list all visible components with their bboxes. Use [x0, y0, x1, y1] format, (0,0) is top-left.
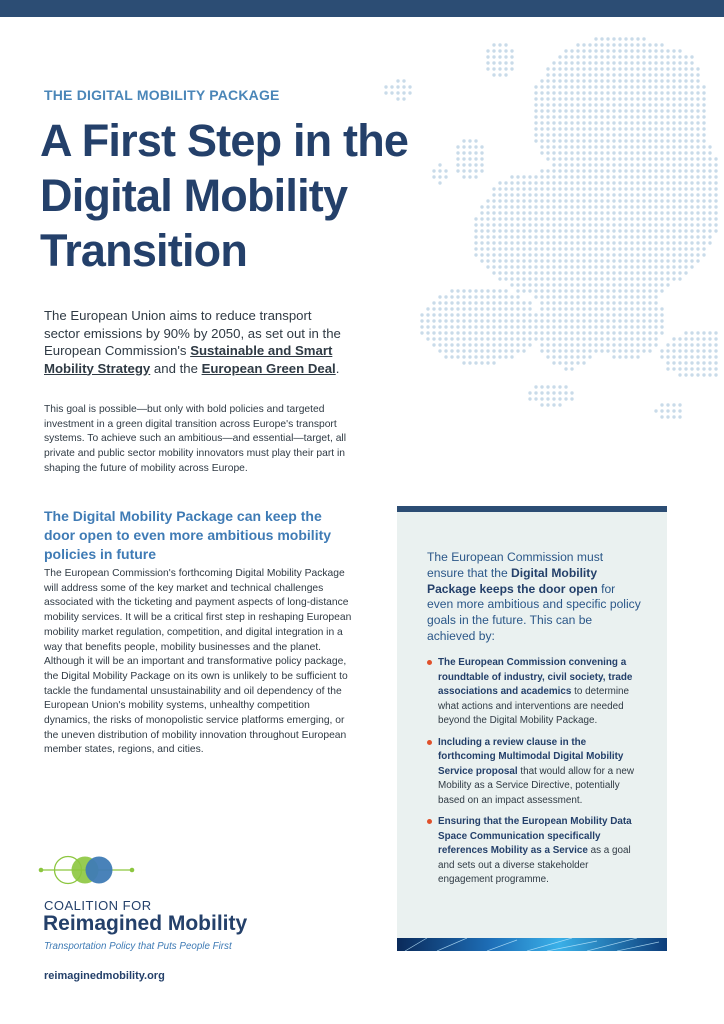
list-item: [425, 656, 640, 729]
recommendations-callout: [397, 506, 667, 944]
callout-head-bold: Digital Mobility Package keeps the door open: [427, 565, 598, 596]
sustainable-mobility-strategy-link[interactable]: Sustainable and Smart Mobility Strategy: [44, 343, 333, 376]
eyebrow-label: THE DIGITAL MOBILITY PACKAGE: [44, 87, 280, 103]
org-name: Reimagined Mobility: [43, 912, 248, 935]
coalition-logo-icon: [38, 852, 138, 888]
green-deal-link[interactable]: European Green Deal: [201, 360, 336, 376]
top-banner-bar: [0, 0, 724, 17]
callout-heading: [427, 550, 642, 645]
light-streak-decoration: [397, 938, 667, 951]
lead-text-a: The European Union aims to reduce transport sector emissions by 90% by 2050, as set out in the European Commission's: [44, 308, 341, 358]
section-heading: The Digital Mobility Package can keep the door open to even more ambitious mobility policies in future: [44, 508, 332, 562]
bullet-icon: [427, 660, 432, 665]
callout-head-b: for even more ambitious and specific policy goals in the future. This can be achieved by:: [427, 581, 641, 643]
list-item: [425, 815, 640, 888]
item-bold: Ensuring that the European Mobility Data Space Communication specifically references Mobility as a Service: [438, 816, 632, 856]
item-text: that would allow for a new Mobility as a Service Directive, potentially based on an impact assessment.: [438, 765, 634, 806]
lead-text-b: and the: [150, 360, 202, 376]
callout-head-a: The European Commission must ensure that the: [427, 550, 604, 580]
list-item: [425, 736, 640, 809]
lead-text-c: .: [335, 360, 340, 376]
lead-paragraph: [44, 307, 344, 377]
org-tagline: Transportation Policy that Puts People First: [44, 941, 232, 952]
intro-paragraph: This goal is possible—but only with bold policies and targeted investment in a green digital transition across Europe's transport systems. To achieve such an ambitious—and essential—target, all private and public sector mobility innovators must play their part in shaping the future of mobility across Europe.: [44, 404, 347, 474]
website-link[interactable]: reimaginedmobility.org: [44, 970, 165, 982]
section-body: The European Commission's forthcoming Digital Mobility Package will address some of the key market and technical challenges associated with the ticketing and payment aspects of long-distance mobility services. It will be a critical first step in reshaping European mobility market regulation, competition, and digital integration in a way that benefits people, mobility businesses and the planet. Although it will be an important and transformative policy package, the Digital Mobility Package on its own is unlikely to be sufficient to tackle the fundamental unsustainability and oil dependency of the European Union's mobility systems, unhealthy competition dynamics, the risks of monopolistic service platforms emerging, or the uneven distribution of mobility innovation throughout European member states, regions, and cities.: [44, 568, 352, 756]
item-bold: Including a review clause in the forthcoming Multimodal Digital Mobility Service proposal: [438, 736, 624, 777]
item-text: as a goal and sets out a diverse stakeholder engagement programme.: [438, 845, 631, 885]
bullet-icon: [427, 740, 432, 745]
item-bold: The European Commission convening a roundtable of industry, civil society, trade associations and academics: [438, 657, 633, 697]
org-name-small: COALITION FOR: [44, 898, 152, 913]
bullet-icon: [427, 819, 432, 824]
item-text: to determine what actions and interventions are needed beyond the Digital Mobility Package.: [438, 686, 630, 726]
page-title: A First Step in the Digital Mobility Transition: [40, 115, 409, 276]
recommendation-list: [425, 656, 640, 895]
